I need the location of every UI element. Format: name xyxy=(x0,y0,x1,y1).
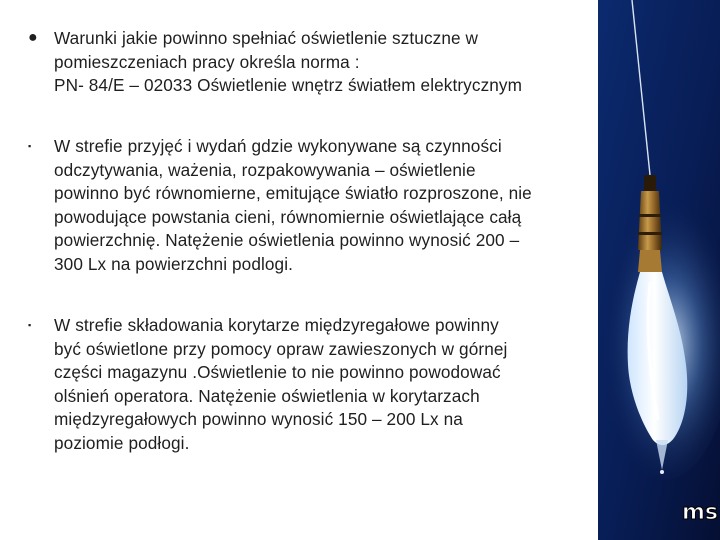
bulb-base xyxy=(638,250,662,272)
bullet-line: odczytywania, ważenia, rozpakowywania – oświetlenie xyxy=(54,159,476,180)
bullet-line: olśnień operatora. Natężenie oświetlenia w korytarzach xyxy=(54,385,480,406)
bullet-square-icon: ▪ xyxy=(28,141,32,151)
bullet-line: poziomie podłogi. xyxy=(54,432,190,453)
bullet-line: powodujące powstania cieni, równomiernie oświetlające całą xyxy=(54,206,522,227)
bullet-line: powinno być równomierne, emitujące światło rozproszone, nie xyxy=(54,183,532,203)
bullet-line: być oświetlone przy pomocy opraw zawieszonych w górnej xyxy=(54,338,508,359)
bullet-line: powierzchnię. Natężenie oświetlenia powinno wynosić 200 – xyxy=(54,230,520,250)
ms-logo xyxy=(682,500,718,525)
ms-logo-text: ms xyxy=(682,500,719,525)
bullet-line: międzyregałowych powinno wynosić 150 – 200 Lx na xyxy=(54,409,463,429)
light-bulb-photo xyxy=(598,0,720,540)
bullet-line: W strefie przyjęć i wydań gdzie wykonywane są czynności xyxy=(54,136,502,156)
light-bulb-illustration xyxy=(598,0,720,540)
bullet-text xyxy=(54,314,614,455)
bullet-line: 300 Lx na powierzchni podlogi. xyxy=(54,253,294,274)
bullet-line: pomieszczeniach pracy określa norma : xyxy=(54,51,360,72)
cord-grip xyxy=(644,175,656,191)
bullet-line: Warunki jakie powinno spełniać oświetlenie sztuczne w xyxy=(54,28,479,48)
lamp-socket xyxy=(638,191,662,250)
bullet-dot-icon: ● xyxy=(28,29,38,46)
bullet-square-icon: ▪ xyxy=(28,320,32,330)
bullet-text xyxy=(54,135,614,276)
bullet-line: W strefie składowania korytarze międzyregałowe powinny xyxy=(54,315,499,335)
bullet-line: PN- 84/E – 02033 Oświetlenie wnętrz światłem elektrycznym xyxy=(54,75,523,95)
bullet-text xyxy=(54,27,614,98)
bullet-line: części magazynu .Oświetlenie to nie powinno powodować xyxy=(54,362,501,382)
